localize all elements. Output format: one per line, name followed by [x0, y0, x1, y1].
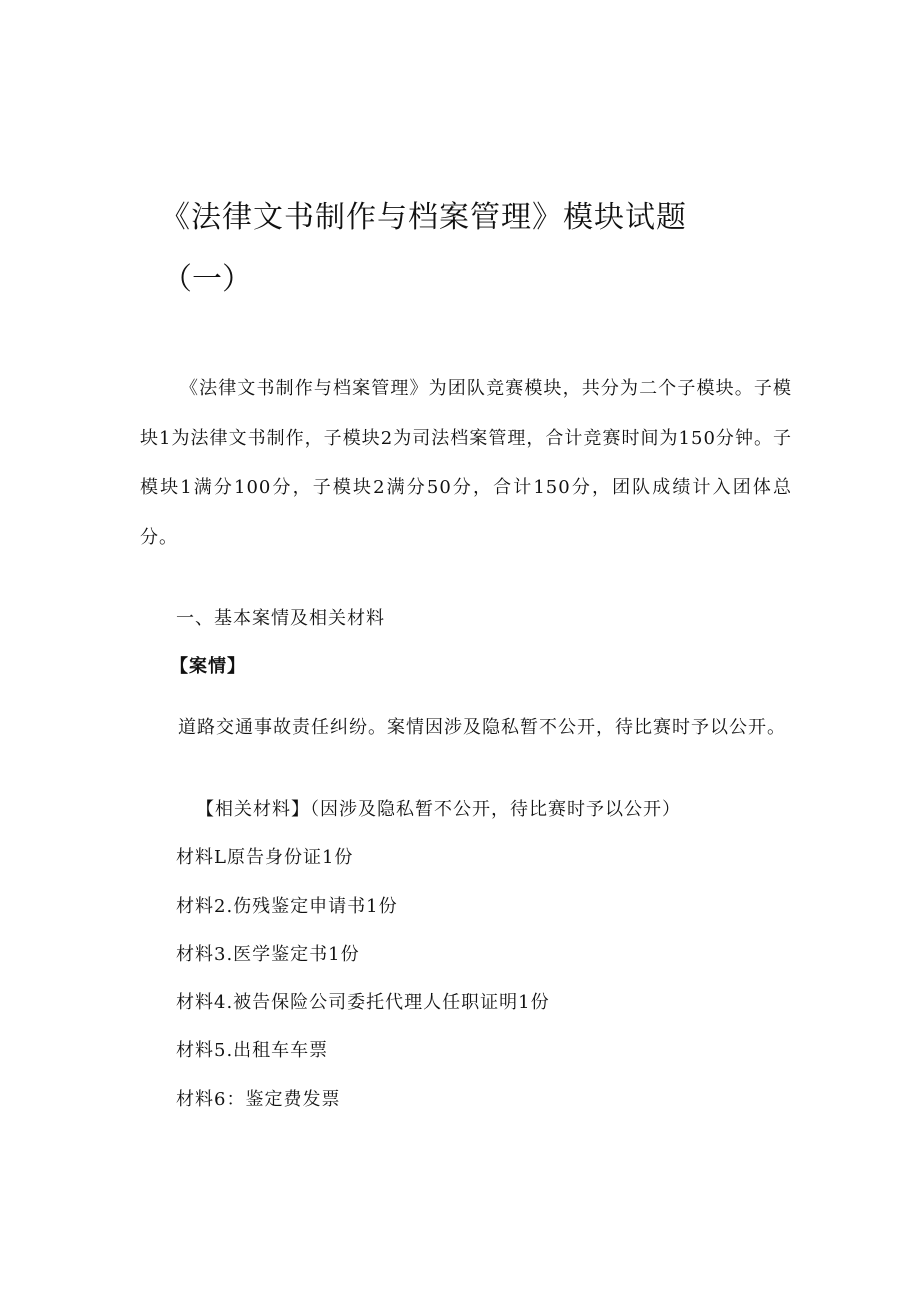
material-item-6: 材料6：鉴定费发票 — [176, 1089, 341, 1110]
material-item-1: 材料L原告身份证1份 — [176, 847, 354, 868]
section-heading: 一、基本案情及相关材料 — [176, 608, 385, 629]
document-title: 《法律文书制作与档案管理》模块试题 — [160, 200, 687, 235]
material-item-2: 材料2.伤残鉴定申请书1份 — [176, 896, 398, 917]
intro-paragraph: 《法律文书制作与档案管理》为团队竞赛模块，共分为二个子模块。子模块1为法律文书制作，子模块2为司法档案管理，合计竞赛时间为150分钟。子模块1满分100分，子模块2满分50分，合计150分，团队成绩计入团体总分。 — [140, 378, 792, 548]
material-item-5: 材料5.出租车车票 — [176, 1040, 329, 1061]
case-label: 【案情】 — [170, 656, 246, 677]
document-subtitle: （一） — [162, 262, 252, 297]
case-text: 道路交通事故责任纠纷。案情因涉及隐私暂不公开，待比赛时予以公开。 — [178, 717, 786, 738]
material-item-3: 材料3.医学鉴定书1份 — [176, 944, 360, 965]
material-item-4: 材料4.被告保险公司委托代理人任职证明1份 — [176, 992, 550, 1013]
materials-heading: 【相关材料】（因涉及隐私暂不公开，待比赛时予以公开） — [196, 799, 681, 820]
